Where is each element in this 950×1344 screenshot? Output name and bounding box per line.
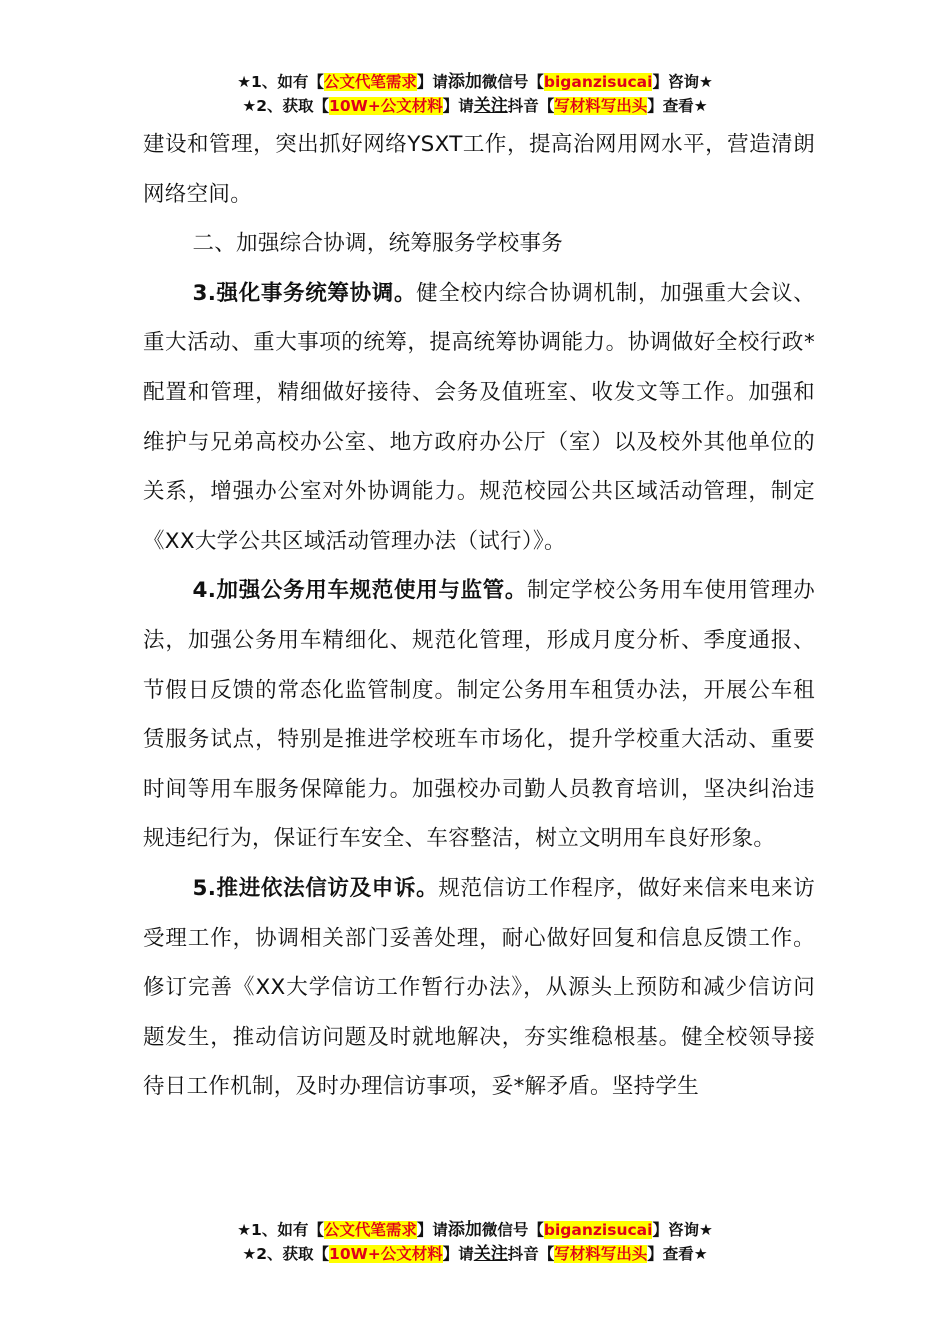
item-4-text: 制定学校公务用车使用管理办法，加强公务用车精细化、规范化管理，形成月度分析、季度通报、节假日反馈的常态化监管制度。制定公务用车租赁办法，开展公车租赁服务试点，特别是推进学校班车市场化，提升学校重大活动、重要时间等用车服务保障能力。加强校办司勤人员教育培训，坚决纠治违规违纪行为，保证行车安全、车容整洁，树立文明用车良好形象。	[143, 578, 815, 852]
banner-text: 】查看★	[647, 97, 708, 115]
highlight-materials: 10W+公文材料	[329, 1245, 443, 1263]
banner-text: 抖音【	[507, 1245, 555, 1263]
banner-text: 】请	[416, 1221, 448, 1239]
banner-text: 】咨询★	[652, 73, 713, 91]
highlight-wechat-id: biganzisucai	[543, 73, 653, 91]
footer-line-1	[0, 1218, 950, 1242]
banner-text: 微信号【	[481, 73, 544, 91]
header-banner	[0, 70, 950, 118]
banner-emphasis: 添加	[447, 1220, 482, 1240]
highlight-ghostwriting: 公文代笔需求	[323, 73, 417, 91]
banner-text: 】查看★	[647, 1245, 708, 1263]
highlight-wechat-id: biganzisucai	[543, 1221, 653, 1239]
banner-text: 微信号【	[481, 1221, 544, 1239]
banner-text: 1、如有【	[251, 1221, 324, 1239]
banner-text: 2、获取【	[256, 97, 330, 115]
header-line-2	[0, 94, 950, 118]
highlight-materials: 10W+公文材料	[329, 97, 443, 115]
document-body	[143, 120, 815, 1112]
highlight-douyin-account: 写材料写出头	[554, 97, 648, 115]
item-5-text: 规范信访工作程序，做好来信来电来访受理工作，协调相关部门妥善处理，耐心做好回复和信息反馈工作。修订完善《XX大学信访工作暂行办法》，从源头上预防和减少信访问题发生，推动信访问题及时就地解决，夯实维稳根基。健全校领导接待日工作机制，及时办理信访事项，妥*解矛盾。坚持学生	[143, 875, 816, 1100]
banner-emphasis: 添加	[447, 72, 482, 92]
banner-emphasis: 关注	[473, 96, 508, 116]
banner-text: 】咨询★	[652, 1221, 713, 1239]
item-4-lead: 4.加强公务用车规范使用与监管。	[192, 578, 528, 604]
header-line-1	[0, 70, 950, 94]
paragraph-item-3	[143, 269, 815, 567]
paragraph-item-5	[143, 864, 815, 1112]
paragraph-item-4	[143, 566, 815, 864]
banner-text: 】请	[442, 1245, 474, 1263]
banner-text: 抖音【	[507, 97, 555, 115]
paragraph-continued: 建设和管理，突出抓好网络YSXT工作，提高治网用网水平，营造清朗网络空间。	[143, 132, 815, 207]
footer-banner	[0, 1218, 950, 1266]
highlight-ghostwriting: 公文代笔需求	[323, 1221, 417, 1239]
star-icon: ★	[242, 97, 257, 115]
item-5-lead: 5.推进依法信访及申诉。	[192, 875, 439, 901]
banner-emphasis: 关注	[473, 1244, 508, 1264]
star-icon: ★	[242, 1245, 257, 1263]
banner-text: 】请	[416, 73, 448, 91]
section-heading: 二、加强综合协调，统筹服务学校事务	[192, 231, 564, 257]
item-3-lead: 3.强化事务统筹协调。	[192, 280, 417, 306]
banner-text: 】请	[442, 97, 474, 115]
star-icon: ★	[237, 1221, 252, 1239]
item-3-text: 健全校内综合协调机制，加强重大会议、重大活动、重大事项的统筹，提高统筹协调能力。协调做好全校行政*配置和管理，精细做好接待、会务及值班室、收发文等工作。加强和维护与兄弟高校办公室、地方政府办公厅（室）以及校外其他单位的关系，增强办公室对外协调能力。规范校园公共区域活动管理，制定《XX大学公共区域活动管理办法（试行）》。	[143, 280, 815, 554]
highlight-douyin-account: 写材料写出头	[554, 1245, 648, 1263]
star-icon: ★	[237, 73, 252, 91]
banner-text: 1、如有【	[251, 73, 324, 91]
banner-text: 2、获取【	[256, 1245, 330, 1263]
footer-line-2	[0, 1242, 950, 1266]
